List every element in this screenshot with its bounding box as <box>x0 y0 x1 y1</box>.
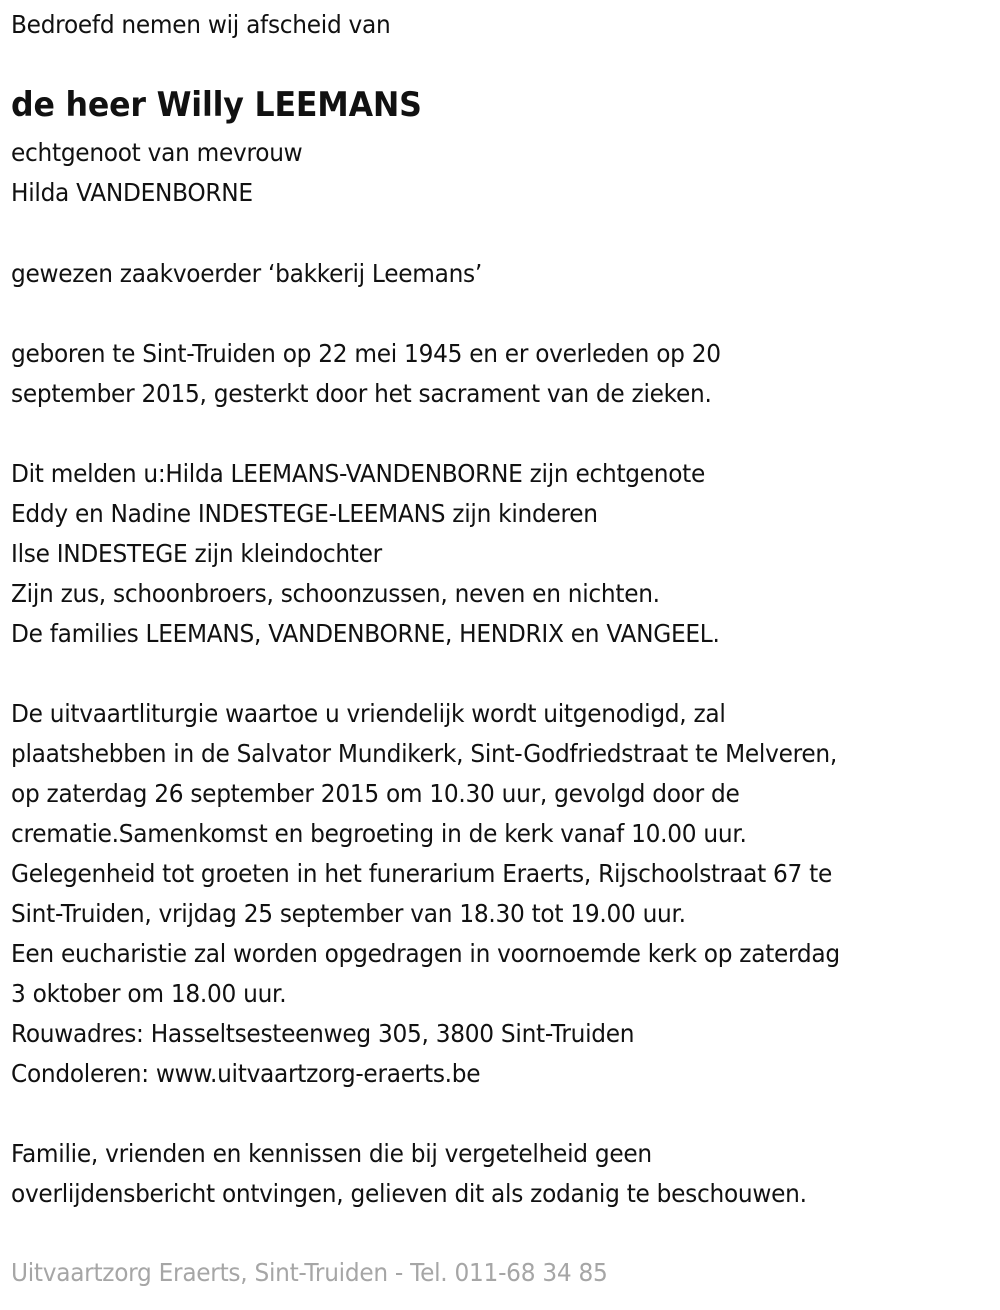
family-line: Zijn zus, schoonbroers, schoonzussen, neven en nichten. <box>11 579 660 608</box>
family-line: Ilse INDESTEGE zijn kleindochter <box>11 539 382 568</box>
funeral-line: De uitvaartliturgie waartoe u vriendelijk wordt uitgenodigd, zal <box>11 699 726 728</box>
funeral-line: 3 oktober om 18.00 uur. <box>11 979 287 1008</box>
funeral-home-footer: Uitvaartzorg Eraerts, Sint-Truiden - Tel. 011-68 34 85 <box>11 1258 608 1287</box>
mourning-address: Rouwadres: Hasseltsesteenweg 305, 3800 Sint-Truiden <box>11 1019 635 1048</box>
intro-text: Bedroefd nemen wij afscheid van <box>11 10 391 39</box>
closing-line: overlijdensbericht ontvingen, gelieven dit als zodanig te beschouwen. <box>11 1179 807 1208</box>
family-line: Eddy en Nadine INDESTEGE-LEEMANS zijn kinderen <box>11 499 598 528</box>
spouse-label: echtgenoot van mevrouw <box>11 138 303 167</box>
funeral-line: crematie.Samenkomst en begroeting in de kerk vanaf 10.00 uur. <box>11 819 747 848</box>
closing-line: Familie, vrienden en kennissen die bij vergetelheid geen <box>11 1139 652 1168</box>
spouse-name: Hilda VANDENBORNE <box>11 178 253 207</box>
funeral-line: op zaterdag 26 september 2015 om 10.30 uur, gevolgd door de <box>11 779 740 808</box>
family-line: De families LEEMANS, VANDENBORNE, HENDRIX en VANGEEL. <box>11 619 720 648</box>
deceased-title: de heer Willy LEEMANS <box>11 85 422 125</box>
birth-death-line: september 2015, gesterkt door het sacrament van de zieken. <box>11 379 712 408</box>
condolence-website: Condoleren: www.uitvaartzorg-eraerts.be <box>11 1059 481 1088</box>
funeral-line: Een eucharistie zal worden opgedragen in voornoemde kerk op zaterdag <box>11 939 840 968</box>
funeral-line: plaatshebben in de Salvator Mundikerk, Sint-Godfriedstraat te Melveren, <box>11 739 837 768</box>
birth-death-line: geboren te Sint-Truiden op 22 mei 1945 en er overleden op 20 <box>11 339 721 368</box>
funeral-line: Sint-Truiden, vrijdag 25 september van 18.30 tot 19.00 uur. <box>11 899 686 928</box>
funeral-line: Gelegenheid tot groeten in het funerarium Eraerts, Rijschoolstraat 67 te <box>11 859 833 888</box>
occupation-text: gewezen zaakvoerder ‘bakkerij Leemans’ <box>11 259 482 288</box>
family-line: Dit melden u:Hilda LEEMANS-VANDENBORNE zijn echtgenote <box>11 459 706 488</box>
